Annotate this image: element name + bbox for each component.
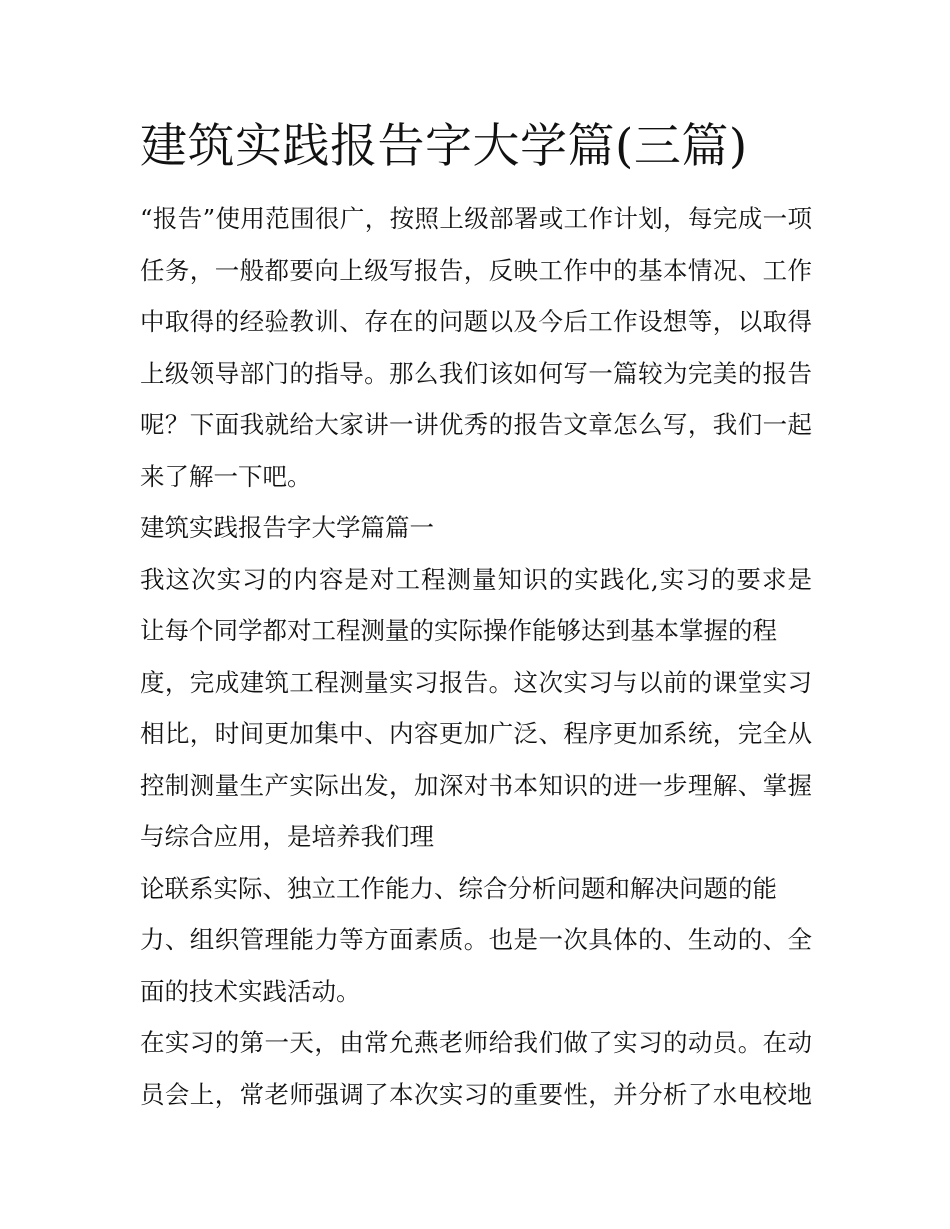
body-line: 控制测量生产实际出发，加深对书本知识的进一步理解、掌握 [140, 770, 812, 800]
body-line: 力、组织管理能力等方面素质。也是一次具体的、生动的、全 [140, 925, 812, 954]
body-line: 上级领导部门的指导。那么我们该如何写一篇较为完美的报告 [140, 358, 812, 388]
body-line: “报告”使用范围很广，按照上级部署或工作计划，每完成一项 [140, 204, 812, 233]
body-line: 我这次实习的内容是对工程测量知识的实践化,实习的要求是 [140, 564, 812, 594]
body-line: 任务，一般都要向上级写报告，反映工作中的基本情况、工作 [140, 255, 812, 285]
body-line: 员会上，常老师强调了本次实习的重要性，并分析了水电校地 [140, 1079, 812, 1109]
body-line: 论联系实际、独立工作能力、综合分析问题和解决问题的能 [140, 873, 777, 903]
body-line: 来了解一下吧。 [140, 461, 312, 491]
body-line: 与综合应用，是培养我们理 [140, 822, 434, 851]
body-line: 相比，时间更加集中、内容更加广泛、程序更加系统，完全从 [140, 719, 812, 748]
body-line: 呢？下面我就给大家讲一讲优秀的报告文章怎么写，我们一起 [140, 410, 812, 439]
body-line: 度，完成建筑工程测量实习报告。这次实习与以前的课堂实习 [140, 667, 812, 697]
body-line: 中取得的经验教训、存在的问题以及今后工作设想等，以取得 [140, 307, 812, 336]
body-line: 面的技术实践活动。 [140, 976, 361, 1006]
section-heading: 建筑实践报告字大学篇篇一 [140, 513, 434, 542]
document-body [140, 193, 812, 1120]
body-line: 在实习的第一天，由常允燕老师给我们做了实习的动员。在动 [140, 1028, 812, 1057]
body-line: 让每个同学都对工程测量的实际操作能够达到基本掌握的程 [140, 616, 777, 645]
document-title: 建筑实践报告字大学篇(三篇) [140, 119, 748, 174]
